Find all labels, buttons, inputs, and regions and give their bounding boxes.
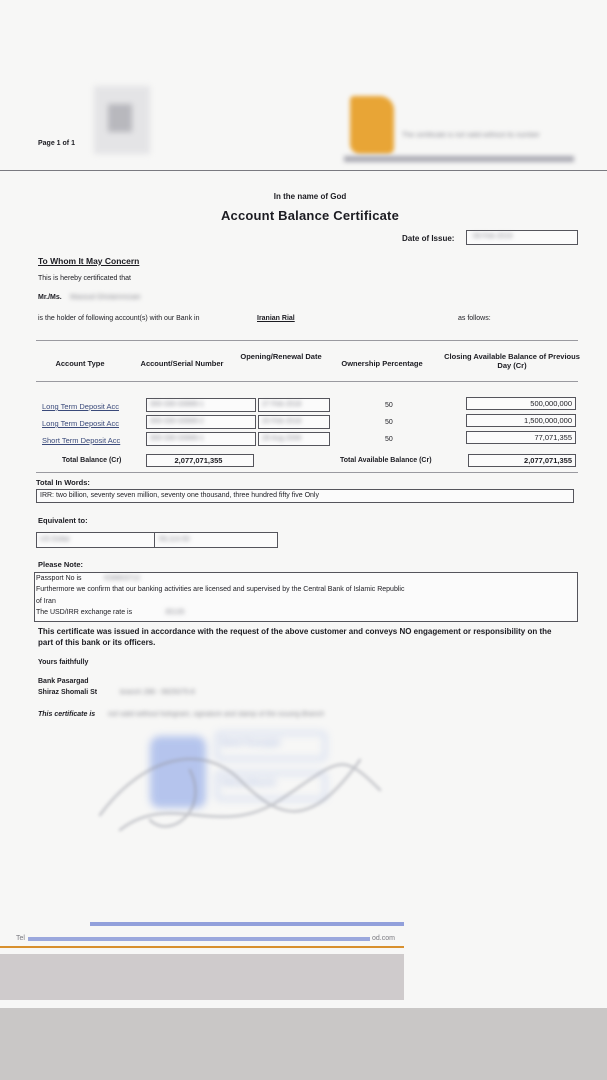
row1-ownership: 50 bbox=[385, 402, 393, 409]
bottom-prefix: Tel bbox=[16, 935, 25, 942]
row1-serial-field: 300-330-33989-1 bbox=[146, 398, 256, 412]
page-title: Account Balance Certificate bbox=[220, 208, 400, 223]
row3-date-field: 28 Aug 2006 bbox=[258, 432, 330, 446]
col-ownership: Ownership Percentage bbox=[341, 359, 423, 368]
bottom-bar-2 bbox=[28, 937, 370, 941]
validity-prefix: This certificate is bbox=[38, 711, 96, 718]
date-field: 09 Feb 2019 bbox=[466, 230, 578, 245]
total-available-label: Total Available Balance (Cr) bbox=[340, 457, 432, 464]
row2-date-field: 20 Feb 2018 bbox=[258, 415, 330, 429]
header-divider bbox=[0, 170, 607, 171]
equivalent-label: Equivalent to: bbox=[38, 516, 88, 525]
qr-code-image bbox=[94, 86, 150, 154]
row3-serial-field: 300-330-33989-1 bbox=[146, 432, 256, 446]
note-line-3: of Iran bbox=[36, 598, 56, 605]
certify-text: This is hereby certificated that bbox=[38, 275, 131, 282]
bottom-gray-band bbox=[0, 954, 404, 1000]
bank-logo bbox=[350, 96, 394, 154]
bottom-link: od.com bbox=[372, 935, 395, 942]
passport-label: Passport No is bbox=[36, 575, 82, 582]
to-whom-heading: To Whom It May Concern bbox=[38, 256, 140, 266]
rate-value: 35135 bbox=[165, 609, 185, 616]
holder-of-text: is the holder of following account(s) with our Bank in bbox=[38, 315, 200, 322]
header-tagline: The certificate is not valid without its number bbox=[402, 132, 540, 139]
row1-account-type: Long Term Deposit Acc bbox=[42, 402, 119, 411]
row2-serial-field: 300-330-33989-2 bbox=[146, 415, 256, 429]
row2-ownership: 50 bbox=[385, 419, 393, 426]
table-header-rule bbox=[36, 381, 578, 382]
col-account-type: Account Type bbox=[55, 359, 105, 368]
passport-value: H38803712 bbox=[104, 575, 141, 582]
page-label: Page 1 of 1 bbox=[38, 140, 75, 147]
branch-label: Shiraz Shomali St bbox=[38, 689, 98, 696]
as-follows-text: as follows: bbox=[458, 315, 491, 322]
bank-name: Bank Pasargad bbox=[38, 678, 89, 685]
table-top-rule bbox=[36, 340, 578, 341]
equivalent-currency-field: US Dollar bbox=[36, 532, 156, 548]
row2-account-type: Long Term Deposit Acc bbox=[42, 419, 119, 428]
row3-balance: 77,071,355 bbox=[466, 431, 576, 444]
issued-text: This certificate was issued in accordance with the request of the above customer and conveys NO engagement or responsibility on the part of this bank or its officers. bbox=[38, 627, 552, 647]
holder-name: Masoud Gholamrezaei bbox=[70, 294, 141, 301]
words-field: IRR: two billion, seventy seven million, seventy one thousand, three hundred fifty five Only bbox=[36, 489, 574, 503]
branch-code: branch 288 - 9925075-8 bbox=[120, 689, 195, 696]
row3-account-type: Short Term Deposit Acc bbox=[42, 436, 121, 445]
row2-balance: 1,500,000,000 bbox=[466, 414, 576, 427]
signature bbox=[80, 720, 390, 850]
row1-balance: 500,000,000 bbox=[466, 397, 576, 410]
col-closing: Closing Available Balance of Previous Day (Cr) bbox=[444, 352, 580, 370]
bottom-bar-1 bbox=[90, 922, 404, 926]
header-blur-line bbox=[344, 156, 574, 162]
basmala: In the name of God bbox=[273, 192, 347, 201]
rate-label: The USD/IRR exchange rate is bbox=[36, 609, 133, 616]
equivalent-amount-field: 59,114.50 bbox=[154, 532, 278, 548]
total-balance-label: Total Balance (Cr) bbox=[62, 457, 122, 464]
currency-text: Iranian Rial bbox=[257, 315, 295, 322]
regards-text: Yours faithfully bbox=[38, 659, 89, 666]
table-bottom-rule bbox=[36, 472, 578, 473]
total-available-value: 2,077,071,355 bbox=[468, 454, 576, 467]
bottom-orange-rule bbox=[0, 946, 404, 948]
row3-ownership: 50 bbox=[385, 436, 393, 443]
row1-date-field: 27 Feb 2018 bbox=[258, 398, 330, 412]
words-label: Total In Words: bbox=[36, 478, 90, 487]
holder-label: Mr./Ms. bbox=[38, 294, 62, 301]
total-balance-value: 2,077,071,355 bbox=[146, 454, 254, 467]
note-label: Please Note: bbox=[38, 560, 84, 569]
col-serial: Account/Serial Number bbox=[140, 359, 224, 368]
col-opening: Opening/Renewal Date bbox=[240, 352, 322, 361]
date-label: Date of Issue: bbox=[402, 234, 455, 243]
validity-blurred: not valid without hologram, signature and stamp of the issuing Branch bbox=[108, 711, 324, 718]
bank-stamp: Bank Pasargad Shiraz Branch bbox=[150, 728, 330, 828]
note-line-2: Furthermore we confirm that our banking activities are licensed and supervised by the Central Bank of Islamic Republic bbox=[36, 586, 405, 593]
